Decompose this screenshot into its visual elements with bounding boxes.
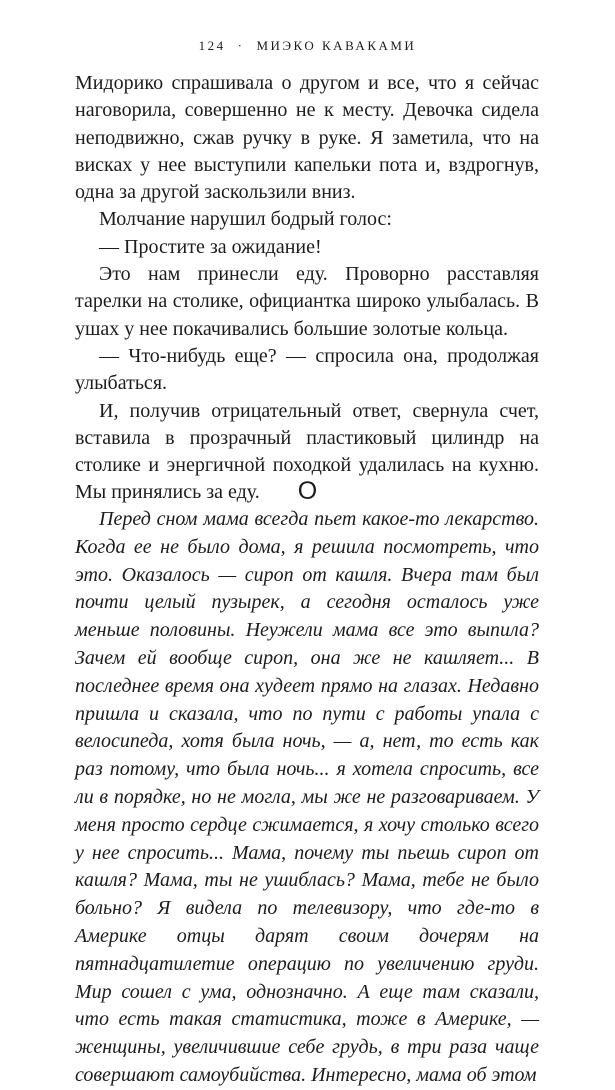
paragraph: Молчание нарушил бодрый голос:	[99, 208, 392, 231]
diary-paragraph: Перед сном мама всегда пьет какое-то лекарство. Когда ее не было дома, я решила посмотреть, что это. Оказалось — сироп от кашля. Вчера там был почти целый пузырек, а сегодня осталось уже меньше половины. Неужели мама все это выпила? Зачем ей вообще сироп, она же не кашляет... В последнее время она худеет прямо на глазах. Недавно пришла и сказала, что по пути с работы упала с велосипеда, хотя была ночь, — а, нет, то есть как раз потому, что была ночь... я хотела спросить, все ли в порядке, но не могла, мы же не разговариваем. У меня просто сердце сжимается, я хочу столько всего у нее спросить... Мама, почему ты пьешь сироп от кашля? Мама, ты не ушиблась? Мама, тебе не было больно? Я видела по телевизору, что где-то в Америке отцы дарят своим дочерям на пятнадцатилетие операцию по увеличению груди. Мир сошел с ума, однозначно. А еще там сказали, что есть такая статистика, тоже в Америке, — женщины, увеличившие себе грудь, в три раза чаще совершают самоубийства. Интересно, мама об этом	[75, 508, 539, 1086]
paragraph: Мидорико спрашивала о другом и все, что я сейчас наговорила, совершенно не к месту. Девочка сидела неподвижно, сжав ручку в руке. Я заметила, что на висках у нее выступили капельки пота и, вздрогнув, одна за другой заскользили вниз.	[75, 72, 539, 204]
book-author: МИЭКО КАВАКАМИ	[256, 38, 417, 53]
main-text-before-break	[75, 70, 539, 507]
dialogue-line: — Что-нибудь еще? — спросила она, продолжая улыбаться.	[75, 344, 539, 395]
paragraph: Это нам принесли еду. Проворно расставляя тарелки на столике, официантка широко улыбалась. В ушах у нее покачивались большие золотые кольца.	[75, 263, 539, 340]
running-head	[0, 38, 615, 54]
page-number: 124	[198, 38, 226, 53]
paragraph: И, получив отрицательный ответ, свернула счет, вставила в прозрачный пластиковый цилиндр на столике и энергичной походкой удалилась на кухню. Мы принялись за еду.	[75, 399, 539, 504]
header-separator: ·	[237, 38, 245, 53]
section-break-mark: O	[297, 477, 318, 505]
dialogue-line: — Простите за ожидание!	[99, 235, 322, 258]
diary-entry	[75, 506, 539, 1090]
